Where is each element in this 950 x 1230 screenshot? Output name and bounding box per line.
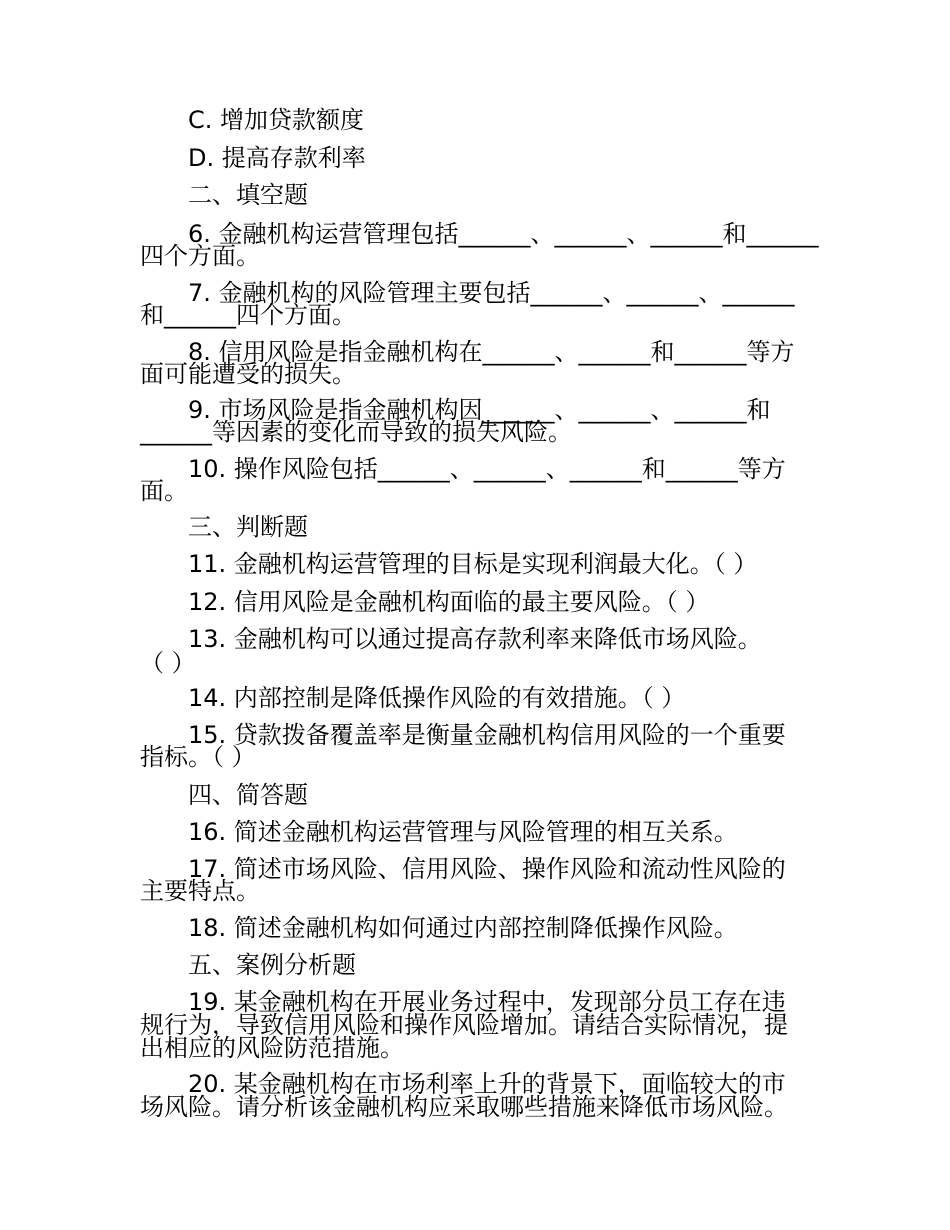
question-13-line-2: （ ）	[140, 649, 196, 677]
question-8-line-1: 8. 信用风险是指金融机构在______、______和______等方	[188, 338, 795, 366]
question-17-line-1: 17. 简述市场风险、信用风险、操作风险和流动性风险的	[188, 855, 786, 883]
section-case-analysis: 五、案例分析题	[188, 951, 356, 979]
question-16: 16. 简述金融机构运营管理与风险管理的相互关系。	[188, 818, 738, 846]
question-6-line-1: 6. 金融机构运营管理包括______、______、______和______	[188, 220, 819, 248]
section-short-answer: 四、简答题	[188, 781, 308, 809]
question-19-line-1: 19. 某金融机构在开展业务过程中，发现部分员工存在违	[188, 988, 786, 1016]
question-10-line-2: 面。	[140, 477, 188, 505]
question-20-line-1: 20. 某金融机构在市场利率上升的背景下，面临较大的市	[188, 1070, 786, 1098]
option-c: C. 增加贷款额度	[188, 106, 365, 134]
question-15-line-2: 指标。（ ）	[140, 743, 256, 771]
question-18: 18. 简述金融机构如何通过内部控制降低操作风险。	[188, 914, 738, 942]
question-7-line-2: 和______四个方面。	[140, 301, 356, 329]
question-20-line-2: 场风险。请分析该金融机构应采取哪些措施来降低市场风险。	[140, 1093, 788, 1121]
question-7-line-1: 7. 金融机构的风险管理主要包括______、______、______	[188, 279, 795, 307]
question-17-line-2: 主要特点。	[140, 877, 260, 905]
question-9-line-2: ______等因素的变化而导致的损失风险。	[140, 418, 572, 446]
question-11: 11. 金融机构运营管理的目标是实现利润最大化。（ ）	[188, 550, 758, 578]
question-6-line-2: 四个方面。	[140, 242, 260, 270]
question-8-line-2: 面可能遭受的损失。	[140, 360, 356, 388]
question-10-line-1: 10. 操作风险包括______、______、______和______等方	[188, 455, 786, 483]
question-12: 12. 信用风险是金融机构面临的最主要风险。（ ）	[188, 588, 710, 616]
question-13-line-1: 13. 金融机构可以通过提高存款利率来降低市场风险。	[188, 625, 762, 653]
section-true-false: 三、判断题	[188, 513, 308, 541]
option-d: D. 提高存款利率	[188, 144, 366, 172]
question-14: 14. 内部控制是降低操作风险的有效措施。（ ）	[188, 684, 686, 712]
question-15-line-1: 15. 贷款拨备覆盖率是衡量金融机构信用风险的一个重要	[188, 721, 786, 749]
question-19-line-2: 规行为，导致信用风险和操作风险增加。请结合实际情况，提	[140, 1011, 788, 1039]
section-fill-in-blank: 二、填空题	[188, 181, 308, 209]
question-19-line-3: 出相应的风险防范措施。	[140, 1034, 404, 1062]
question-9-line-1: 9. 市场风险是指金融机构因______、______、______和	[188, 396, 771, 424]
